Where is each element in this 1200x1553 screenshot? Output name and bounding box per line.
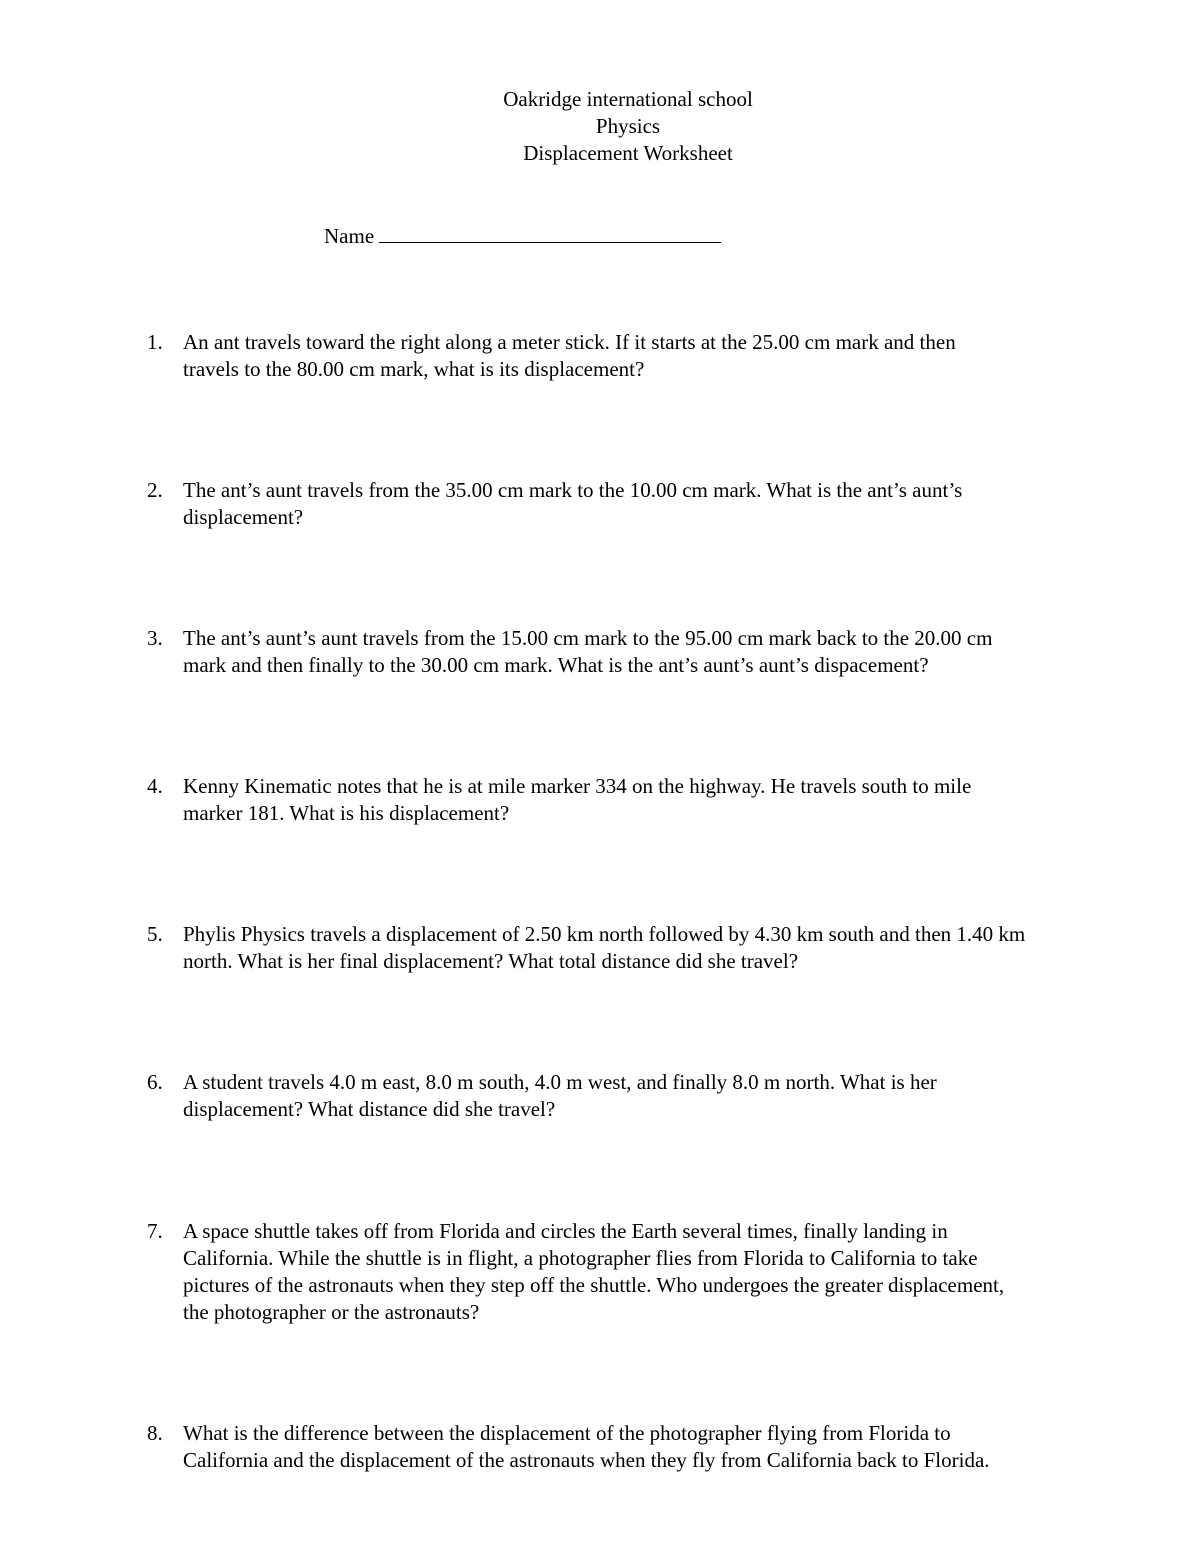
question-number: 8.: [147, 1421, 163, 1445]
question-line: What is the difference between the displacement of the photographer flying from Florida to: [183, 1421, 951, 1445]
name-field-row: [324, 220, 721, 250]
question-line: A student travels 4.0 m east, 8.0 m south, 4.0 m west, and finally 8.0 m north. What is her: [183, 1070, 937, 1094]
question-line: travels to the 80.00 cm mark, what is its displacement?: [183, 357, 645, 381]
question-line: pictures of the astronauts when they step off the shuttle. Who undergoes the greater displacement,: [183, 1273, 1005, 1297]
question-text: [183, 1069, 1137, 1123]
question-text: [183, 329, 1137, 383]
question-line: The ant’s aunt’s aunt travels from the 15.00 cm mark to the 95.00 cm mark back to the 20.00 cm: [183, 626, 993, 650]
school-name: Oakridge international school: [503, 87, 753, 111]
question-number: 7.: [147, 1219, 163, 1243]
question-text: [183, 625, 1137, 679]
question-line: displacement? What distance did she travel?: [183, 1097, 556, 1121]
question-text: [183, 773, 1137, 827]
worksheet-header: [0, 86, 1200, 167]
question-text: [183, 1218, 1137, 1326]
name-blank-line[interactable]: [379, 220, 721, 243]
question-number: 4.: [147, 774, 163, 798]
question-text: [183, 1420, 1137, 1474]
name-label: Name: [324, 224, 375, 248]
worksheet-title: Displacement Worksheet: [523, 141, 733, 165]
question-number: 2.: [147, 478, 163, 502]
question-number: 5.: [147, 922, 163, 946]
question-line: displacement?: [183, 505, 304, 529]
question-text: [183, 921, 1137, 975]
question-number: 3.: [147, 626, 163, 650]
question-line: the photographer or the astronauts?: [183, 1300, 480, 1324]
question-line: California. While the shuttle is in flight, a photographer flies from Florida to California to take: [183, 1246, 978, 1270]
question-text: [183, 477, 1137, 531]
question-number: 6.: [147, 1070, 163, 1094]
question-number: 1.: [147, 330, 163, 354]
question-line: Phylis Physics travels a displacement of 2.50 km north followed by 4.30 km south and then 1.40 km: [183, 922, 1026, 946]
question-line: An ant travels toward the right along a meter stick. If it starts at the 25.00 cm mark and then: [183, 330, 956, 354]
question-line: A space shuttle takes off from Florida and circles the Earth several times, finally landing in: [183, 1219, 948, 1243]
question-line: north. What is her final displacement? What total distance did she travel?: [183, 949, 799, 973]
question-line: California and the displacement of the astronauts when they fly from California back to Florida.: [183, 1448, 990, 1472]
question-line: The ant’s aunt travels from the 35.00 cm mark to the 10.00 cm mark. What is the ant’s aunt’s: [183, 478, 963, 502]
subject-name: Physics: [595, 114, 661, 138]
question-line: mark and then finally to the 30.00 cm mark. What is the ant’s aunt’s aunt’s dispacement?: [183, 653, 929, 677]
question-line: marker 181. What is his displacement?: [183, 801, 510, 825]
question-line: Kenny Kinematic notes that he is at mile marker 334 on the highway. He travels south to mile: [183, 774, 972, 798]
